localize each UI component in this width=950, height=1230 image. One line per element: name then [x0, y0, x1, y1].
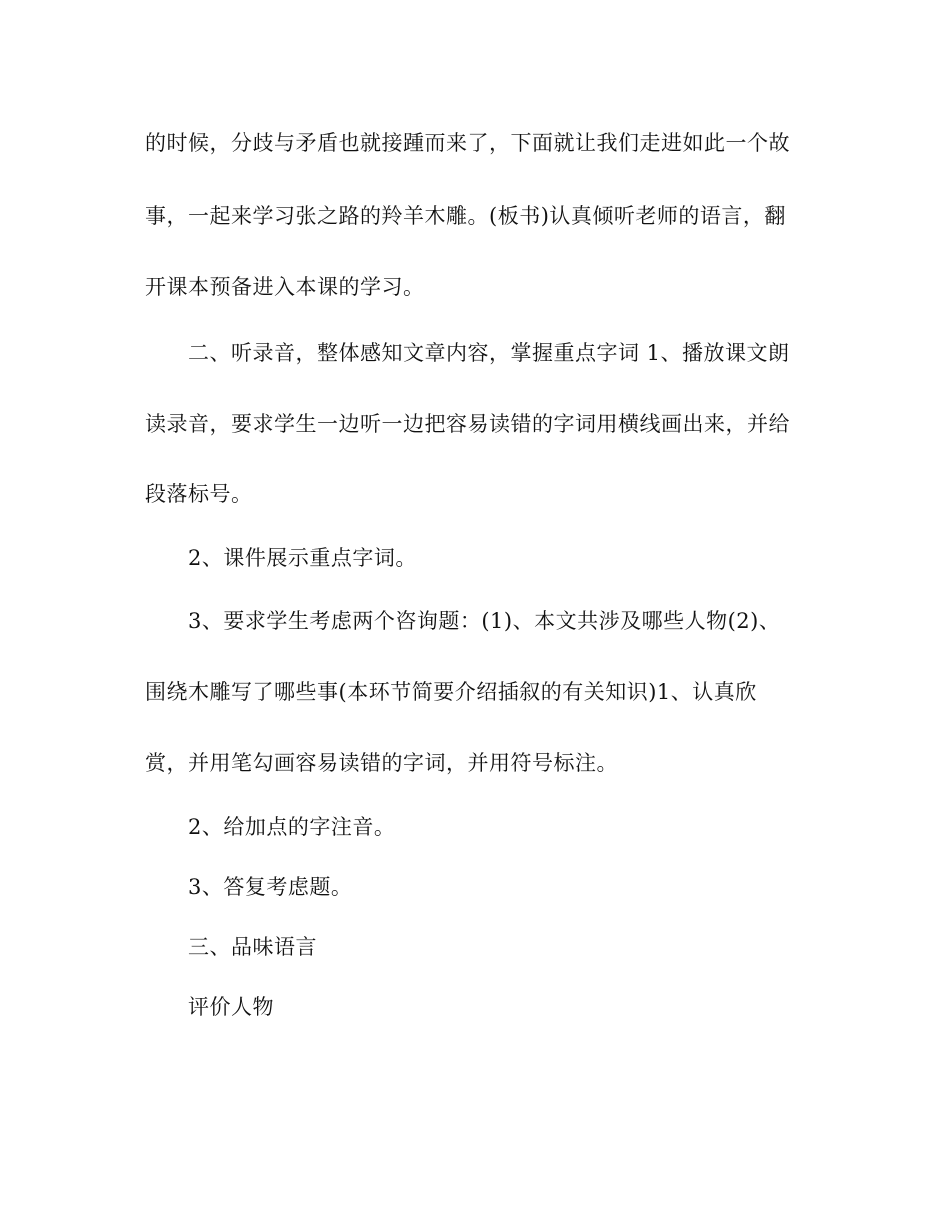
- paragraph-3-line-1: 2、课件展示重点字词。: [188, 546, 417, 570]
- paragraph-2-line-1: 二、听录音，整体感知文章内容，掌握重点字词 1、播放课文朗: [188, 341, 790, 365]
- paragraph-4-line-1: 3、要求学生考虑两个咨询题：(1)、本文共涉及哪些人物(2)、: [188, 609, 781, 633]
- paragraph-5-line-1: 2、给加点的字注音。: [188, 815, 396, 839]
- paragraph-2-line-2: 读录音，要求学生一边听一边把容易读错的字词用横线画出来，并给: [145, 412, 790, 436]
- paragraph-1-line-2: 事，一起来学习张之路的羚羊木雕。(板书)认真倾听老师的语言，翻: [145, 204, 786, 228]
- paragraph-1-line-3: 开课本预备进入本课的学习。: [145, 275, 425, 299]
- paragraph-2-line-3: 段落标号。: [145, 482, 253, 506]
- paragraph-4-line-3: 赏，并用笔勾画容易读错的字词，并用符号标注。: [145, 751, 618, 775]
- paragraph-4-line-2: 围绕木雕写了哪些事(本环节简要介绍插叙的有关知识)1、认真欣: [145, 680, 757, 704]
- paragraph-6-line-1: 3、答复考虑题。: [188, 875, 353, 899]
- paragraph-7-line-1: 三、品味语言: [188, 935, 317, 959]
- paragraph-8-line-1: 评价人物: [188, 995, 274, 1019]
- paragraph-1-line-1: 的时候，分歧与矛盾也就接踵而来了，下面就让我们走进如此一个故: [145, 131, 790, 155]
